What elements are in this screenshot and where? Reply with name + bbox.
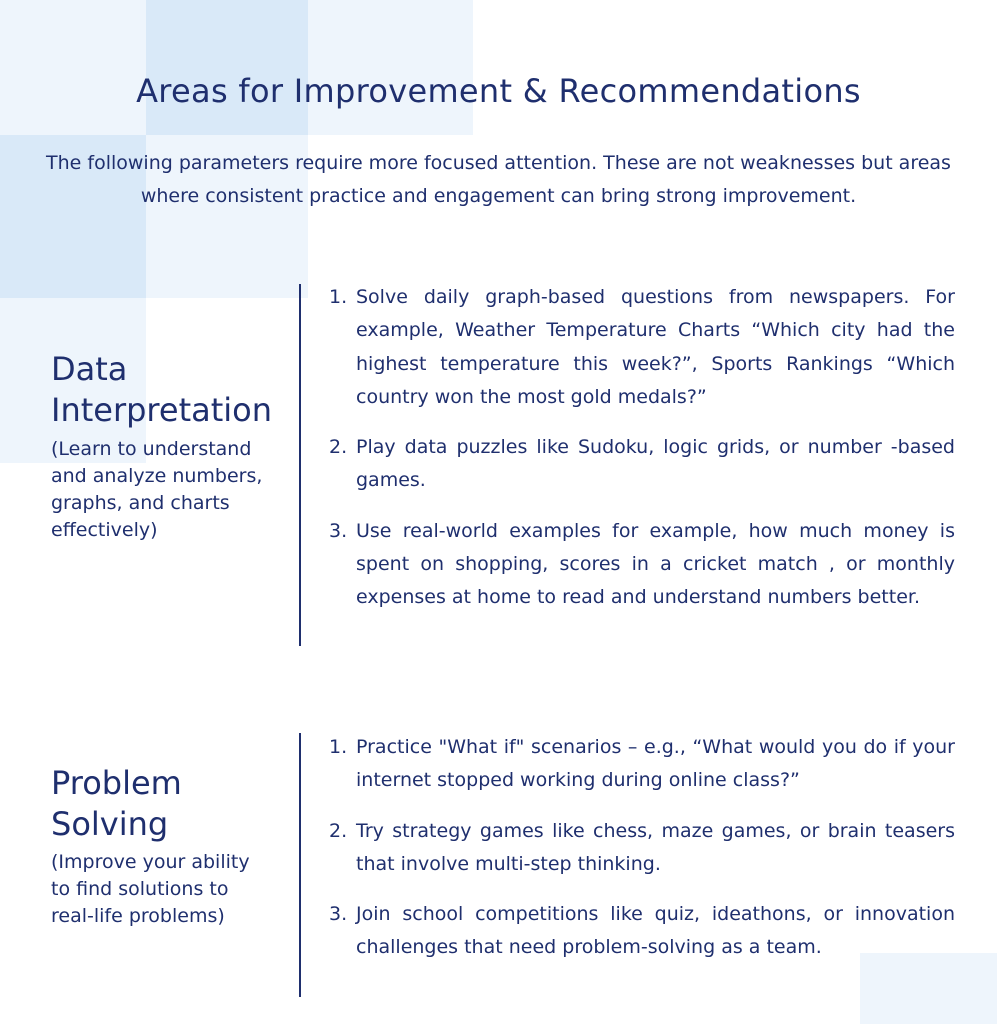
section-subtitle: (Improve your ability to find solutions to real-life problems): [51, 851, 250, 927]
list-item: [329, 815, 955, 882]
item-text: Use real-world examples for example, how much money is spent on shopping, scores in a cricket match , or monthly expenses at home to read and understand numbers better.: [356, 519, 955, 609]
section-title-line1: Problem: [51, 764, 182, 802]
list-item: [329, 515, 955, 615]
item-number: 2.: [329, 819, 348, 842]
item-text: Play data puzzles like Sudoku, logic grids, or number -based games.: [356, 436, 955, 492]
item-number: 1.: [329, 286, 348, 308]
item-number: 3.: [329, 903, 348, 926]
list-item: [329, 281, 955, 414]
item-text: Join school competitions like quiz, ideathons, or innovation challenges that need problem-solving as a team.: [356, 903, 955, 959]
recommendation-list: [329, 731, 955, 982]
item-text: Try strategy games like chess, maze games, or brain teasers that involve multi-step thinking.: [356, 819, 955, 875]
section-title: [51, 349, 272, 431]
background-block: [308, 0, 473, 135]
section-divider: [299, 284, 301, 646]
item-number: 1.: [329, 736, 348, 758]
section-subtitle: (Learn to understand and analyze numbers, graphs, and charts effectively): [51, 438, 263, 541]
item-number: 2.: [329, 436, 348, 459]
section-title-line2: Solving: [51, 805, 169, 843]
list-item: [329, 898, 955, 965]
item-number: 3.: [329, 519, 348, 542]
section-title-line2: Interpretation: [51, 391, 273, 429]
item-text: Solve daily graph-based questions from newspapers. For example, Weather Temperature Charts “Which city had the highest temperature this week?”, Sports Rankings “Which country won the most gold medals?”: [356, 286, 955, 408]
background-block: [0, 0, 146, 135]
list-item: [329, 431, 955, 498]
section-divider: [299, 733, 301, 997]
intro-paragraph: The following parameters require more focused attention. These are not weaknesses but areas where consistent practice and engagement can bring strong improvement.: [46, 152, 951, 207]
section-title-line1: Data: [51, 350, 128, 388]
item-text: Practice "What if" scenarios – e.g., “What would you do if your internet stopped working during online class?”: [356, 736, 955, 792]
background-block: [146, 0, 308, 135]
recommendation-list: [329, 281, 955, 632]
list-item: [329, 731, 955, 798]
section-title: [51, 763, 182, 845]
page-title: Areas for Improvement & Recommendations: [136, 72, 861, 110]
